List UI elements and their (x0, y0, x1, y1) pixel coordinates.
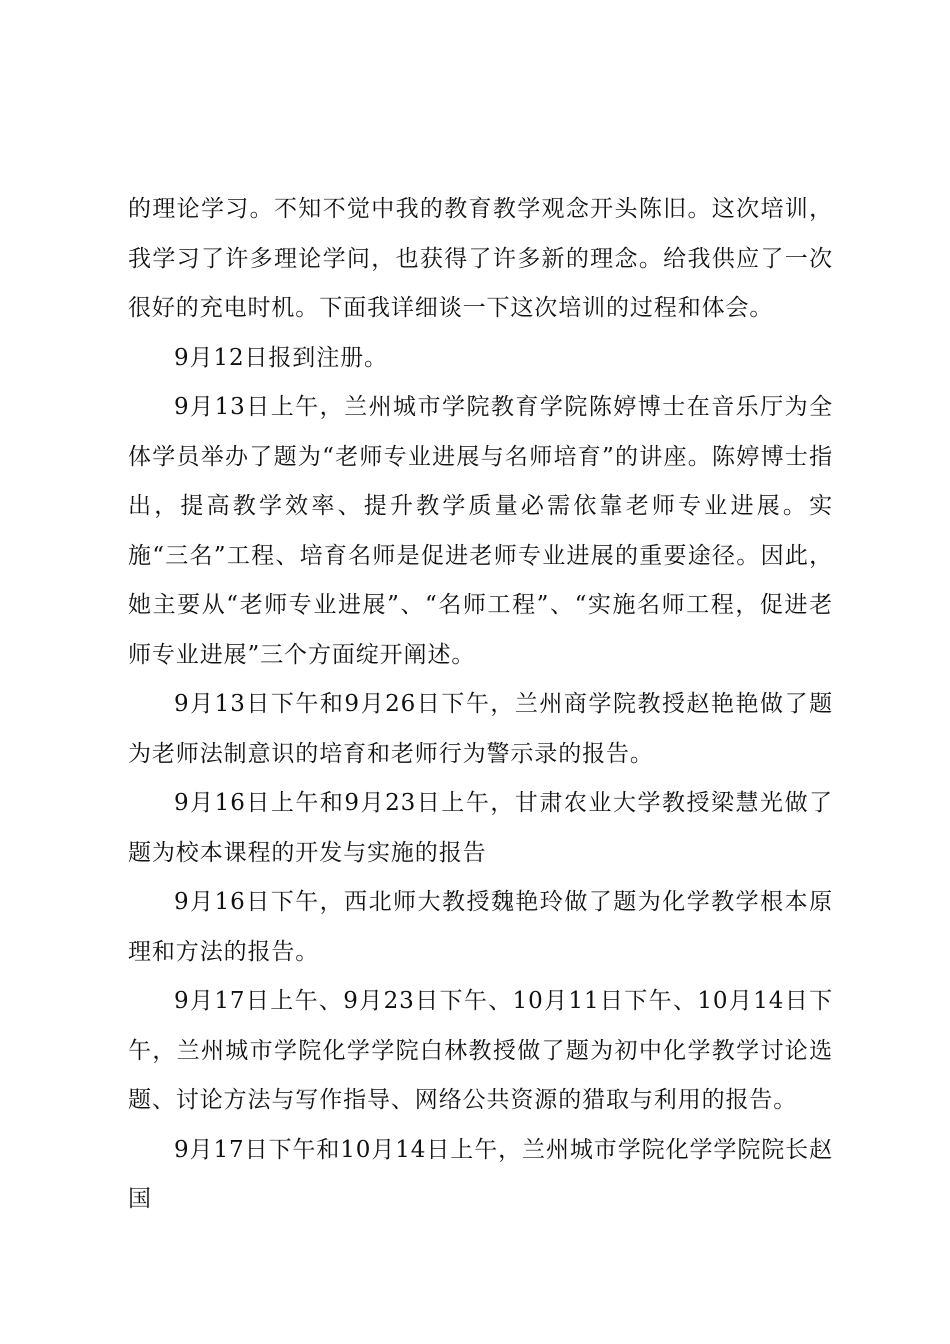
paragraph-lecture-wei: 9月16日下午，西北师大教授魏艳玲做了题为化学教学根本原理和方法的报告。 (128, 889, 833, 965)
paragraph-continued: 的理论学习。不知不觉中我的教育教学观念开头陈旧。这次培训，我学习了许多理论学问，也获得了许多新的理念。给我供应了一次很好的充电时机。下面我详细谈一下这次培训的过程和体会。 (128, 196, 833, 321)
paragraph-lecture-zhao-guo: 9月17日下午和10月14日上午，兰州城市学院化学学院院长赵国 (128, 1136, 833, 1212)
paragraph-lecture-chen: 9月13日上午，兰州城市学院教育学院陈婷博士在音乐厅为全体学员举办了题为“老师专业进展与名师培育”的讲座。陈婷博士指出，提高教学效率、提升教学质量必需依靠老师专业进展。实施“三名”工程、培育名师是促进老师专业进展的重要途径。因此，她主要从“老师专业进展”、“名师工程”、“实施名师工程，促进老师专业进展”三个方面绽开阐述。 (128, 394, 833, 668)
paragraph-lecture-zhao: 9月13日下午和9月26日下午，兰州商学院教授赵艳艳做了题为老师法制意识的培育和老师行为警示录的报告。 (128, 691, 833, 767)
paragraph-lecture-bai: 9月17日上午、9月23日下午、10月11日下午、10月14日下午，兰州城市学院化学学院白林教授做了题为初中化学教学讨论选题、讨论方法与写作指导、网络公共资源的猎取与利用的报告。 (128, 988, 833, 1113)
paragraph-lecture-liang: 9月16日上午和9月23日上午，甘肃农业大学教授梁慧光做了题为校本课程的开发与实施的报告 (128, 790, 833, 866)
paragraph-registration: 9月12日报到注册。 (174, 344, 388, 371)
document-body (128, 185, 833, 1225)
